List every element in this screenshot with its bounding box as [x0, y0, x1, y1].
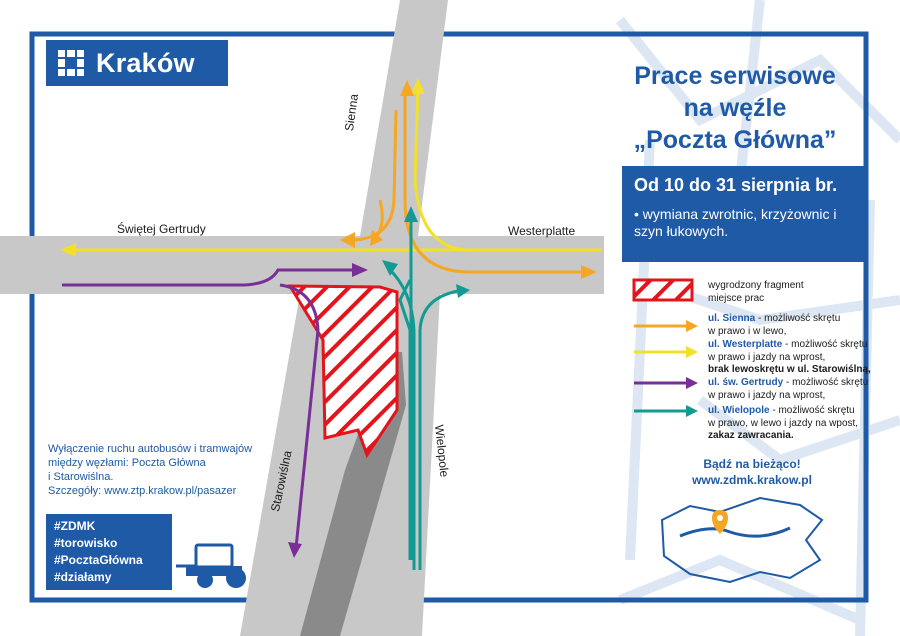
city-name: Kraków	[96, 47, 195, 78]
street-label-starowislna: Starowiślna	[268, 449, 295, 513]
hashtag: #działamy	[54, 570, 112, 584]
legend-gertrudy: ul. św. Gertrudy - możliwość skrętu w prawo i jazdy na wprost,	[708, 377, 869, 401]
stay-updated: Bądź na bieżąco! www.zdmk.krakow.pl	[652, 456, 852, 488]
tram-grinder-icon	[176, 545, 246, 588]
legend-westerplatte: ul. Westerplatte - możliwość skrętu w prawo i jazdy na wprost, brak lewoskrętu w ul. Starowiślną,	[708, 339, 871, 375]
details-link[interactable]: Szczegóły: www.ztp.krakow.pl/pasazer	[48, 485, 237, 497]
dates-heading: Od 10 do 31 sierpnia br.	[634, 175, 838, 195]
krakow-logo-icon	[58, 50, 84, 76]
street-label-westerplatte: Westerplatte	[508, 224, 576, 238]
page-title: Prace serwisowe na węźle „Poczta Główna”	[633, 62, 837, 154]
hashtags-box	[46, 514, 172, 590]
hashtag: #torowisko	[54, 536, 118, 550]
dates-box	[622, 166, 867, 262]
street-label-wielopole: Wielopole	[432, 424, 452, 478]
krakow-logo	[46, 40, 228, 86]
works-description: • wymiana zwrotnic, krzyżownic i szyn łukowych.	[634, 206, 837, 239]
street-label-sienna: Sienna	[342, 92, 362, 132]
legend-sienna: ul. Sienna - możliwość skrętu w prawo i w lewo,	[708, 313, 841, 337]
street-label-gertrudy: Świętej Gertrudy	[117, 222, 206, 236]
legend-swatch-work-zone	[634, 280, 692, 300]
hashtag: #PocztaGłówna	[54, 553, 143, 567]
hashtag: #ZDMK	[54, 519, 96, 533]
legend-wielopole: ul. Wielopole - możliwość skrętu w prawo, w lewo i jazdy na wpost, zakaz zawracania.	[708, 405, 859, 441]
website-link[interactable]: www.zdmk.krakow.pl	[692, 473, 812, 487]
closure-info: Wyłączenie ruchu autobusów i tramwajów między węzłami: Poczta Główna i Starowiślna. Szczegóły: www.ztp.krakow.pl/pasazer	[48, 442, 288, 498]
legend-work-zone: wygrodzony fragment miejsce prac	[708, 280, 804, 304]
